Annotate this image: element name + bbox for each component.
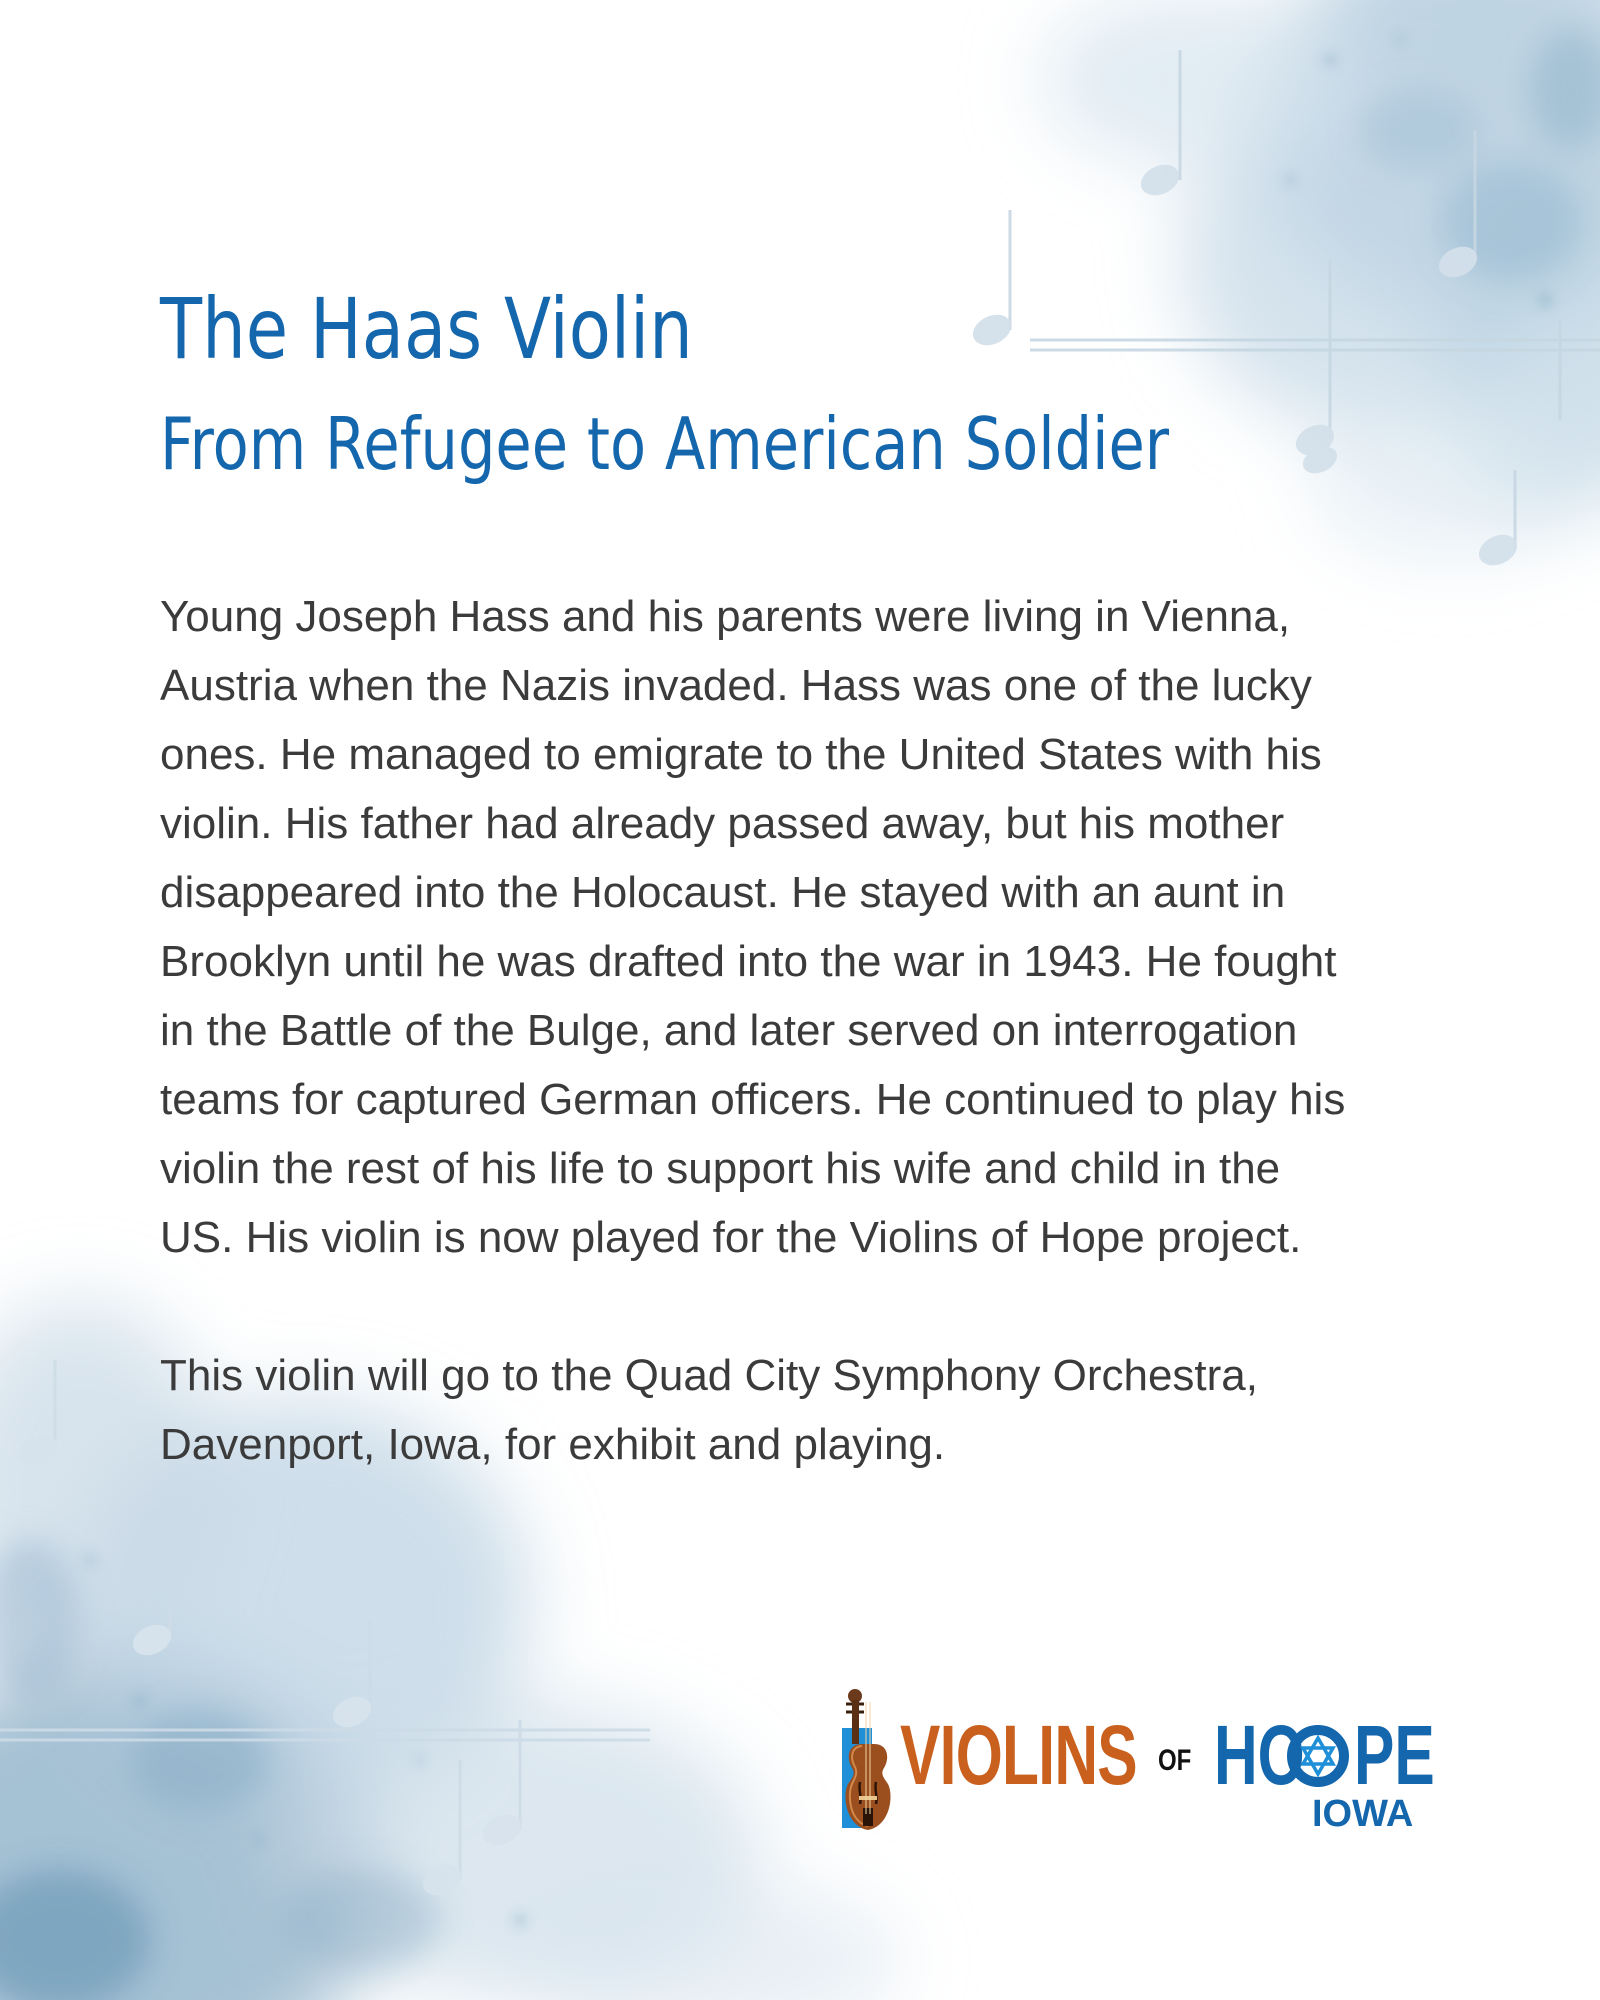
- logo-word-iowa: IOWA: [1312, 1793, 1414, 1835]
- violin-icon: [838, 1686, 908, 1846]
- body-paragraph-2: This violin will go to the Quad City Symphony Orchestra, Davenport, Iowa, for exhibit and playing.: [160, 1351, 1259, 1469]
- article: [160, 270, 1400, 1479]
- logo-word-ho: HO: [1214, 1708, 1305, 1802]
- body-paragraph-1: Young Joseph Hass and his parents were living in Vienna, Austria when the Nazis invaded. Hass was one of the lucky ones. He managed to emigrate to the United States with his violin. His father had already passed away, but his mother disappeared into the Holocaust. He stayed with an aunt in Brooklyn until he was drafted into the war in 1943. He fought in the Battle of the Bulge, and later served on interrogation teams for captured German officers. He continued to play his violin the rest of his life to support his wife and child in the US. His violin is now played for the Violins of Hope project.: [160, 592, 1346, 1262]
- article-body: [160, 582, 1350, 1479]
- page-subtitle: From Refugee to American Soldier: [160, 402, 1170, 486]
- violins-of-hope-logo: [838, 1686, 1448, 1846]
- logo-word-of: OF: [1158, 1744, 1192, 1777]
- logo-word-violins: VIOLINS: [900, 1708, 1137, 1802]
- page-title: The Haas Violin: [160, 280, 693, 378]
- logo-word-pe: PE: [1354, 1708, 1435, 1802]
- star-of-david-icon: [1286, 1724, 1350, 1788]
